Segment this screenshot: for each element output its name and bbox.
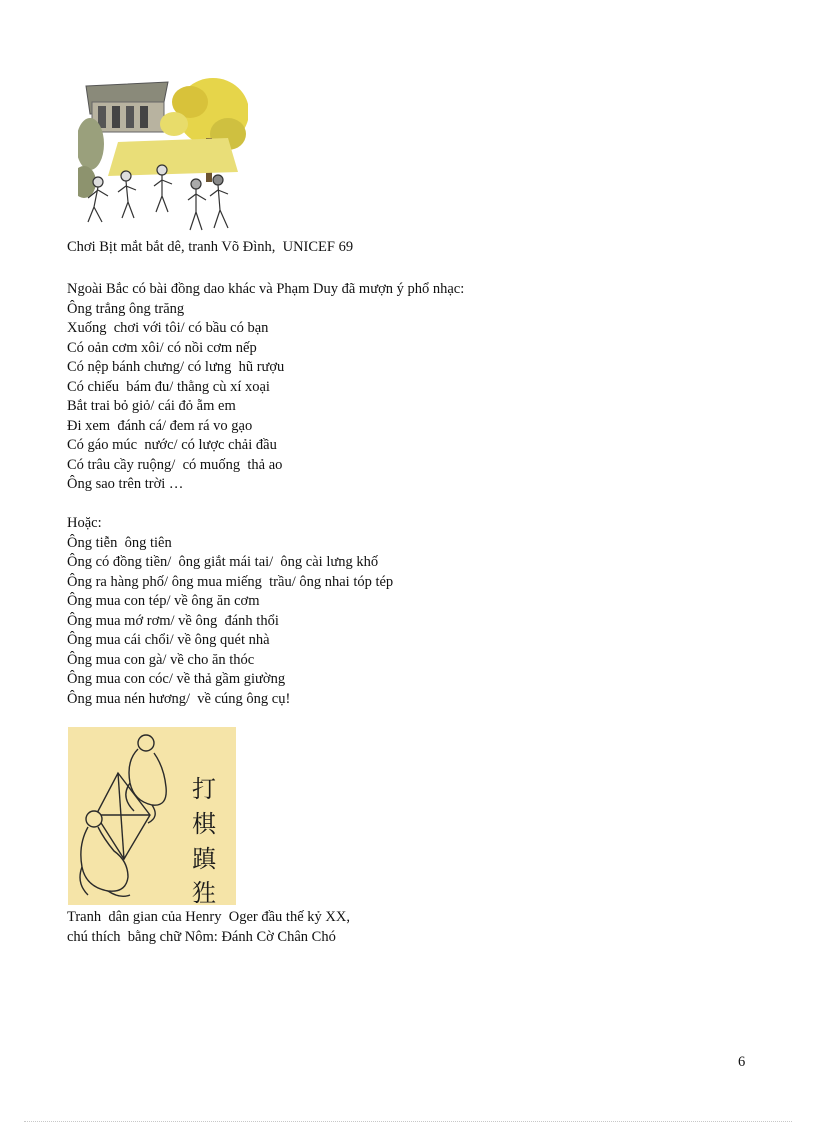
poem-line: Ông mua nén hương/ về cúng ông cụ! xyxy=(67,690,291,707)
nom-char: 打 xyxy=(192,775,216,803)
page-bottom-divider xyxy=(24,1121,792,1122)
poem-line: Ông trẳng ông trăng xyxy=(67,300,185,317)
poem-line: Đi xem đánh cá/ đem rá vo gạo xyxy=(67,417,253,434)
poem-line: Có chiếu bám đu/ thằng cù xí xoại xyxy=(67,378,270,395)
nom-char: 蹎 xyxy=(192,845,216,873)
figure2-caption-line1: Tranh dân gian của Henry Oger đầu thế kỷ XX, xyxy=(67,909,350,925)
poem-line: Có gáo múc nước/ có lược chải đầu xyxy=(67,437,277,453)
poem-line: Ông mua con cóc/ về thả gầm giường xyxy=(67,671,286,687)
poem-line: Có nệp bánh chưng/ có lưng hũ rượu xyxy=(67,359,285,375)
or-label: Hoặc: xyxy=(67,515,102,531)
poem-line: Ông mua cái chổi/ về ông quét nhà xyxy=(67,632,270,648)
figure2-caption-line2: chú thích bằng chữ Nôm: Đánh Cờ Chân Chó xyxy=(67,928,336,945)
folk-painting-illustration xyxy=(68,727,236,905)
poem-line: Ông sao trên trời … xyxy=(67,476,184,492)
poem-line: Ông ra hàng phố/ ông mua miếng trầu/ ông nhai tóp tép xyxy=(67,573,394,590)
poem-line: Bắt trai bỏ giỏ/ cái đỏ ẵm em xyxy=(67,398,236,414)
page-number: 6 xyxy=(738,1054,746,1070)
poem-line: Có trâu cầy ruộng/ có muống thả ao xyxy=(67,456,283,473)
blindmans-buff-illustration xyxy=(78,72,248,234)
poem-line: Ông tiễn ông tiên xyxy=(67,534,172,551)
poem-line: Ông có đồng tiền/ ông giắt mái tai/ ông cài lưng khố xyxy=(67,554,379,570)
poem-ong-trang xyxy=(67,300,284,495)
poem-line: Xuống chơi với tôi/ có bầu có bạn xyxy=(67,320,269,336)
poem-line: Ông mua mớ rơm/ về ông đánh thổi xyxy=(67,612,279,629)
intro-text: Ngoài Bắc có bài đồng dao khác và Phạm Duy đã mượn ý phổ nhạc: xyxy=(67,281,465,297)
nom-char: 棋 xyxy=(192,810,216,838)
poem-ong-tien xyxy=(67,534,393,710)
figure1-caption: Chơi Bịt mắt bắt dê, tranh Võ Đình, UNICEF 69 xyxy=(67,239,354,255)
nom-char: 狌 xyxy=(192,879,216,905)
poem-line: Có oản cơm xôi/ có nồi cơm nếp xyxy=(67,339,257,356)
poem-line: Ông mua con gà/ về cho ăn thóc xyxy=(67,651,255,668)
poem-line: Ông mua con tép/ về ông ăn cơm xyxy=(67,593,260,609)
